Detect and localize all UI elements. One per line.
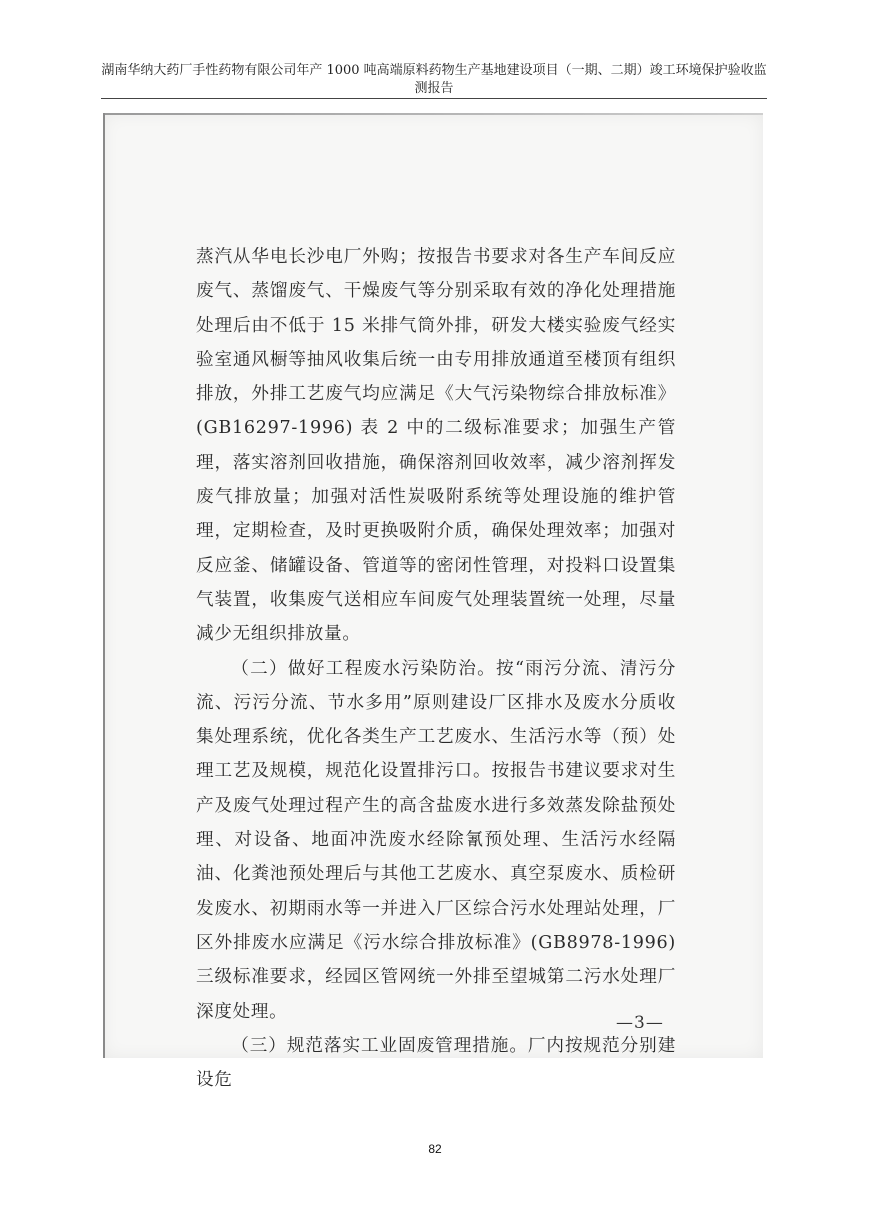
header-divider bbox=[101, 98, 767, 99]
scanned-page-number: —3— bbox=[616, 1013, 664, 1033]
footer-page-number: 82 bbox=[428, 1142, 442, 1156]
paragraph-solid-waste: （三）规范落实工业固废管理措施。厂内按规范分别建设危 bbox=[196, 1035, 676, 1091]
scan-top-edge bbox=[103, 113, 763, 115]
scan-left-edge bbox=[103, 113, 105, 1058]
scanned-body-text bbox=[196, 240, 676, 1097]
paragraph-waste-gas: 蒸汽从华电长沙电厂外购；按报告书要求对各生产车间反应废气、蒸馏废气、干燥废气等分别采取有效的净化处理措施处理后由不低于 15 米排气筒外排，研发大楼实验废气经实验室通风橱等抽风收集后统一由专用排放通道至楼顶有组织排放，外排工艺废气均应满足《大气污染物综合排放标准》(GB16297-1996) 表 2 中的二级标准要求；加强生产管理，落实溶剂回收措施，确保溶剂回收效率，减少溶剂挥发废气排放量；加强对活性炭吸附系统等处理设施的维护管理，定期检查，及时更换吸附介质，确保处理效率；加强对反应釜、储罐设备、管道等的密闭性管理，对投料口设置集气装置，收集废气送相应车间废气处理装置统一处理，尽量减少无组织排放量。 bbox=[196, 247, 676, 645]
report-header-title: 湖南华纳大药厂手性药物有限公司年产 1000 吨高端原料药物生产基地建设项目（一期、二期）竣工环境保护验收监测报告 bbox=[101, 63, 767, 96]
paragraph-waste-water: （二）做好工程废水污染防治。按“雨污分流、清污分流、污污分流、节水多用”原则建设厂区排水及废水分质收集处理系统，优化各类生产工艺废水、生活污水等（预）处理工艺及规模，规范化设置排污口。按报告书建议要求对生产及废气处理过程产生的高含盐废水进行多效蒸发除盐预处理、对设备、地面冲洗废水经除氰预处理、生活污水经隔油、化粪池预处理后与其他工艺废水、真空泵废水、质检研发废水、初期雨水等一并进入厂区综合污水处理站处理，厂区外排废水应满足《污水综合排放标准》(GB8978-1996) 三级标准要求，经园区管网统一外排至望城第二污水处理厂深度处理。 bbox=[196, 658, 676, 1022]
